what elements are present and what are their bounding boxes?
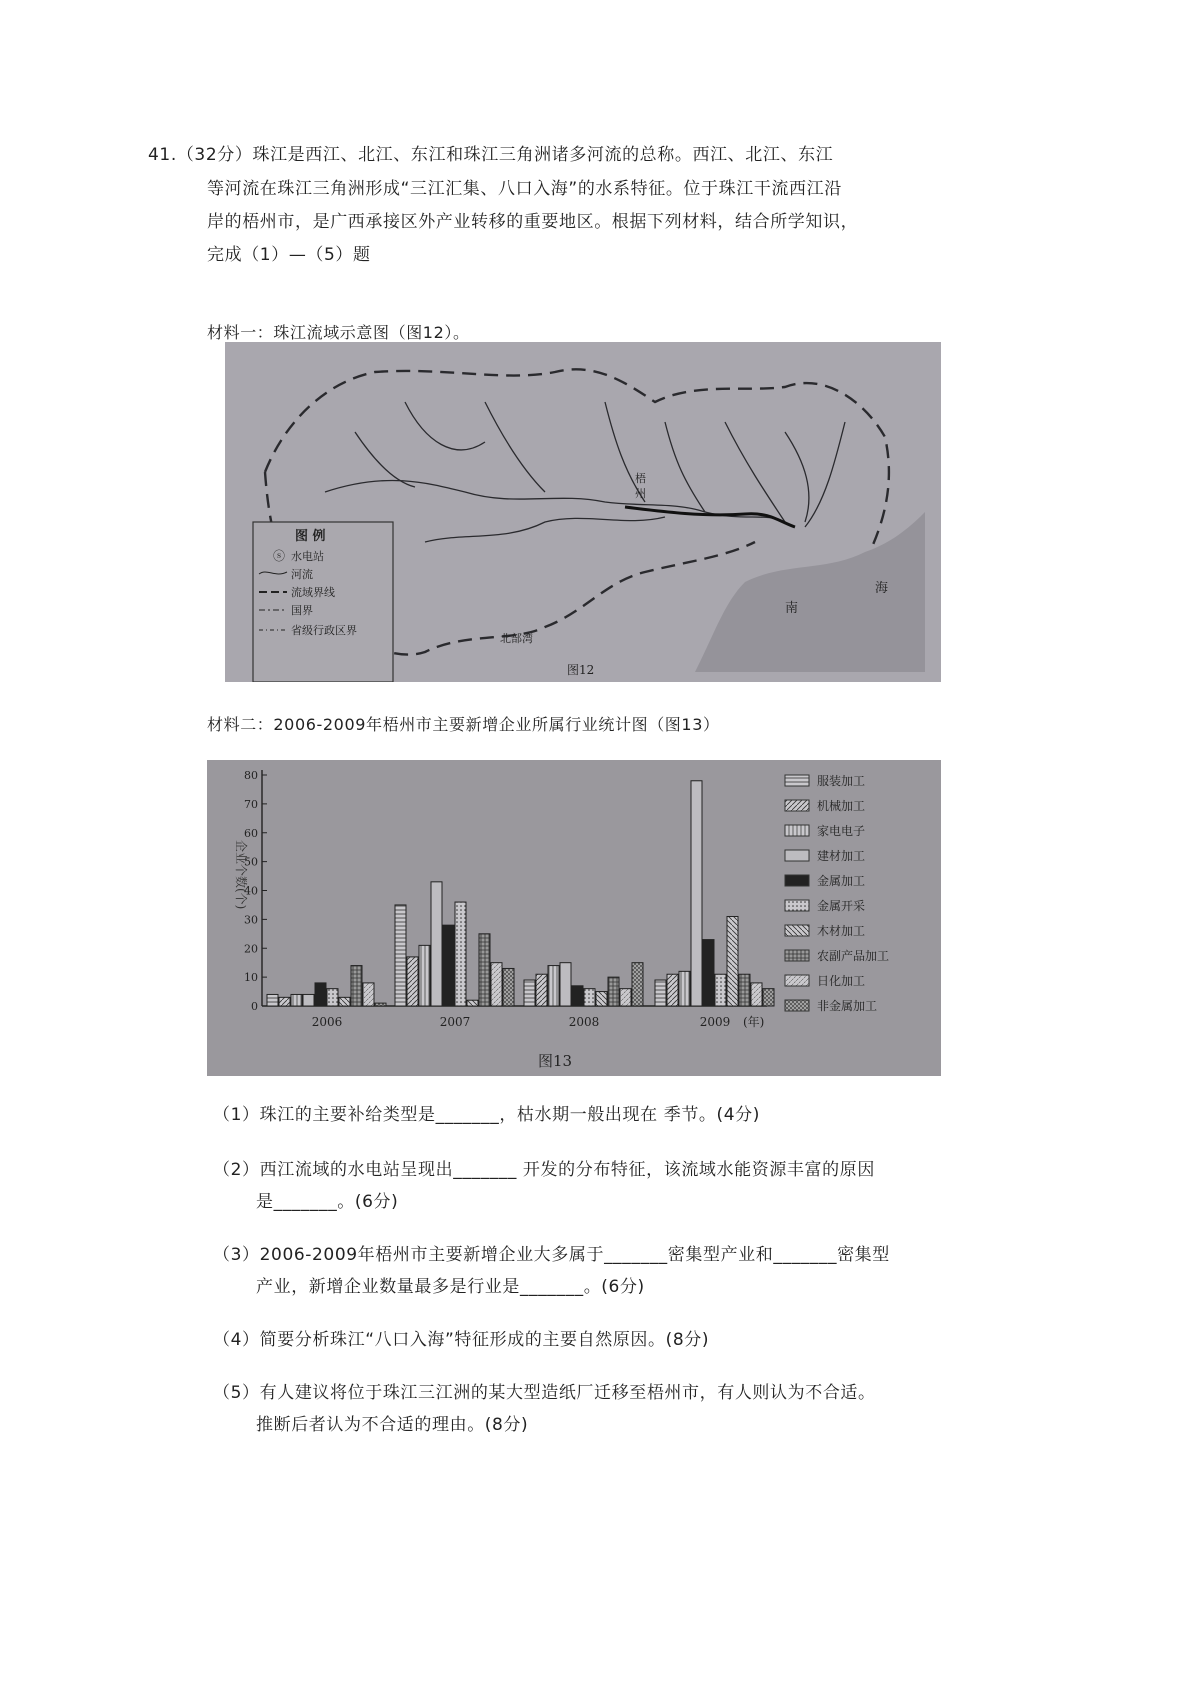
bar: [763, 989, 774, 1006]
main-river: [625, 507, 795, 527]
legend-label: 建材加工: [817, 849, 866, 863]
figure-label: 图13: [537, 1052, 573, 1070]
bar: [679, 971, 690, 1006]
map-legend: [253, 522, 393, 682]
legend-label: 日化加工: [817, 974, 866, 988]
x-tick-label: 2006: [311, 1015, 343, 1029]
bar: [703, 940, 714, 1006]
legend-label: 农副产品加工: [817, 949, 890, 963]
legend-label: 家电电子: [817, 824, 866, 838]
question-text-line: 岸的梧州市，是广西承接区外产业转移的重要地区。根据下列材料，结合所学知识，: [207, 212, 859, 232]
legend-swatch: [785, 800, 809, 811]
bar: [267, 994, 278, 1006]
subquestion-4: （4）简要分析珠江“八口入海”特征形成的主要自然原因。(8分): [213, 1330, 710, 1350]
question-text-line: 完成（1）—（5）题: [207, 245, 371, 265]
subquestion-5: （5）有人建议将位于珠江三江洲的某大型造纸厂迁移至梧州市，有人则认为不合适。: [213, 1383, 876, 1403]
hydropower-icon: ⓢ: [273, 549, 286, 563]
legend-label: 机械加工: [817, 799, 866, 813]
bar: [395, 905, 406, 1006]
y-axis-label: 企业个数(个): [234, 840, 248, 910]
legend-swatch: [785, 825, 809, 836]
map-label: 州: [635, 487, 646, 500]
bar: [327, 989, 338, 1006]
legend-swatch: [785, 925, 809, 936]
bar: [739, 974, 750, 1006]
bar: [339, 997, 350, 1006]
y-tick-label: 30: [244, 913, 258, 927]
map-label: 北部湾: [500, 632, 533, 645]
question-text-line: 等河流在珠江三角洲形成“三江汇集、八口入海”的水系特征。位于珠江干流西江沿: [207, 179, 842, 199]
y-tick-label: 70: [244, 797, 258, 811]
river: [355, 402, 545, 492]
subquestion-5-cont: 推断后者认为不合适的理由。(8分): [256, 1415, 529, 1435]
subquestion-3-cont: 产业，新增企业数量最多是行业是_______。(6分): [256, 1277, 645, 1297]
bar: [632, 963, 643, 1006]
bar: [751, 983, 762, 1006]
bar: [303, 994, 314, 1006]
legend-item: 河流: [291, 568, 313, 581]
industry-bar-chart: [207, 760, 941, 1076]
legend-item: 省级行政区界: [291, 624, 357, 637]
bar: [536, 974, 547, 1006]
bar: [667, 974, 678, 1006]
material1-caption: 材料一：珠江流域示意图（图12）。: [207, 323, 470, 342]
legend-item: 水电站: [291, 550, 324, 563]
bar: [560, 963, 571, 1006]
legend-swatch: [785, 950, 809, 961]
x-tick-label: 2008: [568, 1015, 600, 1029]
bar: [691, 781, 702, 1006]
legend-swatch: [785, 850, 809, 861]
bar: [584, 989, 595, 1006]
bar: [443, 925, 454, 1006]
bar: [620, 989, 631, 1006]
legend-swatch: [785, 875, 809, 886]
y-tick-label: 10: [244, 971, 258, 985]
bar: [431, 882, 442, 1006]
bar: [375, 1003, 386, 1006]
bar: [419, 945, 430, 1006]
bar: [467, 1000, 478, 1006]
bar: [279, 997, 290, 1006]
x-tick-label: 2007: [439, 1015, 471, 1029]
y-tick-label: 20: [244, 942, 258, 956]
bar: [548, 966, 559, 1006]
legend-swatch: [785, 775, 809, 786]
bar: [479, 934, 490, 1006]
bar: [315, 983, 326, 1006]
bar: [291, 994, 302, 1006]
bar: [455, 902, 466, 1006]
y-tick-label: 0: [251, 1000, 258, 1013]
pearl-river-basin-map: [225, 342, 941, 682]
legend-swatch: [785, 1000, 809, 1011]
subquestion-3: （3）2006-2009年梧州市主要新增企业大多属于_______密集型产业和_______密集型: [213, 1245, 890, 1265]
legend-label: 金属加工: [817, 874, 866, 888]
legend-label: 非金属加工: [817, 999, 878, 1013]
x-tick-label: 2009: [699, 1015, 731, 1029]
bar: [491, 963, 502, 1006]
south-sea: [695, 512, 925, 672]
y-tick-label: 50: [244, 855, 258, 869]
figure-label: 图12: [567, 663, 595, 677]
bar: [608, 977, 619, 1006]
question-text-line: 41.（32分）珠江是西江、北江、东江和珠江三角洲诸多河流的总称。西江、北江、东江: [148, 145, 834, 165]
legend-title: 图 例: [295, 529, 326, 544]
bar: [655, 980, 666, 1006]
x-axis-label: (年): [743, 1015, 765, 1029]
legend-swatch: [785, 900, 809, 911]
bar: [524, 980, 535, 1006]
map-label: 南: [785, 601, 799, 616]
legend-label: 金属开采: [817, 899, 866, 913]
y-tick-label: 40: [244, 884, 258, 898]
map-label: 梧: [635, 472, 646, 485]
river: [785, 422, 845, 527]
legend-label: 服装加工: [817, 774, 866, 788]
y-tick-label: 60: [244, 826, 258, 840]
bar: [727, 916, 738, 1006]
subquestion-2: （2）西江流域的水电站呈现出_______ 开发的分布特征，该流域水能资源丰富的原因: [213, 1160, 875, 1180]
bar: [572, 986, 583, 1006]
legend-item: 流域界线: [291, 586, 335, 599]
bar: [596, 992, 607, 1006]
material2-caption: 材料二：2006-2009年梧州市主要新增企业所属行业统计图（图13）: [207, 715, 720, 734]
bar: [715, 974, 726, 1006]
subquestion-2-cont: 是_______。(6分): [256, 1192, 399, 1212]
subquestion-1: （1）珠江的主要补给类型是_______，枯水期一般出现在 季节。(4分): [213, 1105, 760, 1125]
map-label: 海: [875, 581, 889, 596]
legend-item: 国界: [291, 604, 313, 617]
river: [425, 517, 665, 542]
y-tick-label: 80: [244, 769, 258, 782]
bar: [503, 968, 514, 1006]
bar: [351, 966, 362, 1006]
legend-label: 木材加工: [817, 924, 866, 938]
bar: [407, 957, 418, 1006]
legend-swatch: [785, 975, 809, 986]
bar: [363, 983, 374, 1006]
